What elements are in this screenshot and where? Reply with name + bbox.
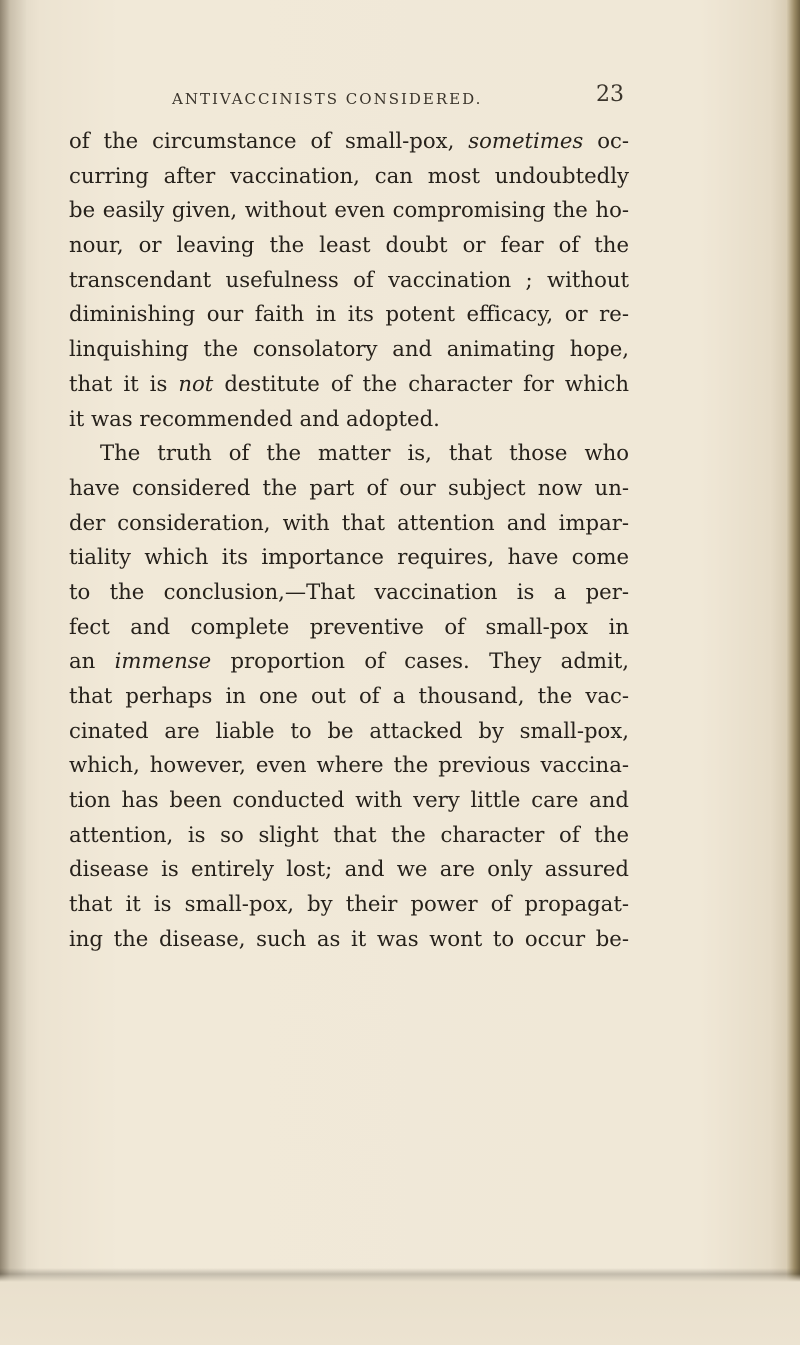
text-line: linquishing the consolatory and animating hope, bbox=[69, 336, 629, 362]
text-line: that it is not destitute of the character for which bbox=[69, 370, 630, 396]
text-line: that it is small-pox, by their power of propagat- bbox=[69, 891, 629, 917]
page-header bbox=[172, 82, 624, 116]
body-text bbox=[69, 124, 629, 957]
text-line: The truth of the matter is, that those who bbox=[100, 440, 629, 466]
text-line: to the conclusion,—That vaccination is a per- bbox=[69, 578, 629, 604]
text-line: have considered the part of our subject now un- bbox=[69, 474, 629, 500]
text-line: nour, or leaving the least doubt or fear of the bbox=[69, 232, 629, 258]
text-line: der consideration, with that attention and impar- bbox=[69, 509, 629, 535]
text-line: diminishing our faith in its potent efficacy, or re- bbox=[69, 301, 629, 327]
running-head: ANTIVACCINISTS CONSIDERED. bbox=[172, 90, 483, 108]
text-line: of the circumstance of small-pox, sometimes oc- bbox=[69, 128, 629, 153]
text-line: fect and complete preventive of small-pox in bbox=[69, 613, 629, 639]
text-line: tion has been conducted with very little care and bbox=[69, 787, 629, 813]
binding-gutter bbox=[0, 0, 26, 1345]
text-line: it was recommended and adopted. bbox=[69, 405, 440, 431]
text-line: that perhaps in one out of a thousand, the vac- bbox=[69, 683, 629, 708]
text-line: be easily given, without even compromising the ho- bbox=[69, 197, 629, 223]
text-line: tiality which its importance requires, have come bbox=[69, 544, 629, 570]
text-line: cinated are liable to be attacked by small-pox, bbox=[69, 717, 629, 743]
text-line: curring after vaccination, can most undoubtedly bbox=[69, 162, 629, 188]
italic-emphasis: sometimes bbox=[468, 128, 584, 153]
text-line: an immense proportion of cases. They admit, bbox=[69, 648, 629, 674]
text-line: which, however, even where the previous vaccina- bbox=[69, 752, 629, 778]
text-line: transcendant usefulness of vaccination ; without bbox=[69, 266, 629, 292]
text-line: ing the disease, such as it was wont to occur be- bbox=[69, 925, 629, 951]
text-line: attention, is so slight that the character of the bbox=[69, 821, 629, 847]
page-edge bbox=[786, 0, 800, 1345]
page-number: 23 bbox=[596, 82, 624, 107]
paragraph-2 bbox=[69, 436, 629, 956]
italic-emphasis: not bbox=[178, 370, 214, 396]
paragraph-1 bbox=[69, 124, 629, 436]
text-line: disease is entirely lost; and we are only assured bbox=[69, 856, 629, 882]
page-bottom-shadow bbox=[0, 1268, 800, 1345]
italic-emphasis: immense bbox=[114, 648, 212, 674]
